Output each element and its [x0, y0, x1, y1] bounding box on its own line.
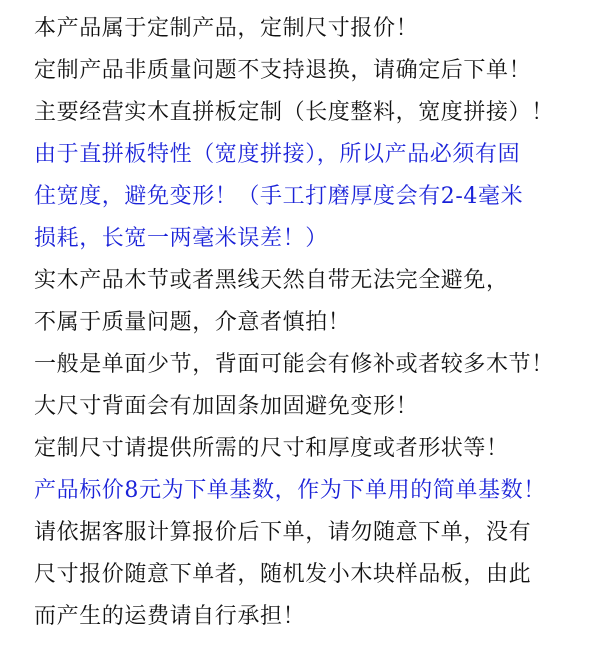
notice-line-random-sample: 尺寸报价随意下单者，随机发小木块样品板，由此 [34, 562, 532, 587]
notice-line-back-side-knots: 一般是单面少节，背面可能会有修补或者较多木节！ [34, 352, 554, 377]
notice-line-reinforcement: 大尺寸背面会有加固条加固避免变形！ [34, 394, 419, 419]
notice-line-custom-product: 本产品属于定制产品，定制尺寸报价！ [34, 16, 419, 41]
notice-line-wood-knots: 实木产品木节或者黑线天然自带无法完全避免， [34, 268, 509, 293]
notice-line-provide-dimensions: 定制尺寸请提供所需的尺寸和厚度或者形状等！ [34, 436, 509, 461]
notice-line-order-after-quote: 请依据客服计算报价后下单，请勿随意下单，没有 [34, 520, 532, 545]
notice-line-thickness-loss: 住宽度，避免变形！（手工打磨厚度会有2-4毫米 [34, 184, 524, 209]
notice-line-width-fixed: 由于直拼板特性（宽度拼接），所以产品必须有固 [34, 142, 521, 167]
notice-line-base-price: 产品标价8元为下单基数，作为下单用的简单基数！ [34, 478, 546, 503]
notice-line-not-quality-issue: 不属于质量问题，介意者慎拍！ [34, 310, 351, 335]
notice-line-main-business: 主要经营实木直拼板定制（长度整料，宽度拼接）！ [34, 100, 554, 125]
notice-line-no-returns: 定制产品非质量问题不支持退换，请确定后下单！ [34, 58, 532, 83]
notice-line-size-tolerance: 损耗，长宽一两毫米误差！） [34, 226, 328, 251]
notice-line-shipping-cost: 而产生的运费请自行承担！ [34, 604, 306, 629]
